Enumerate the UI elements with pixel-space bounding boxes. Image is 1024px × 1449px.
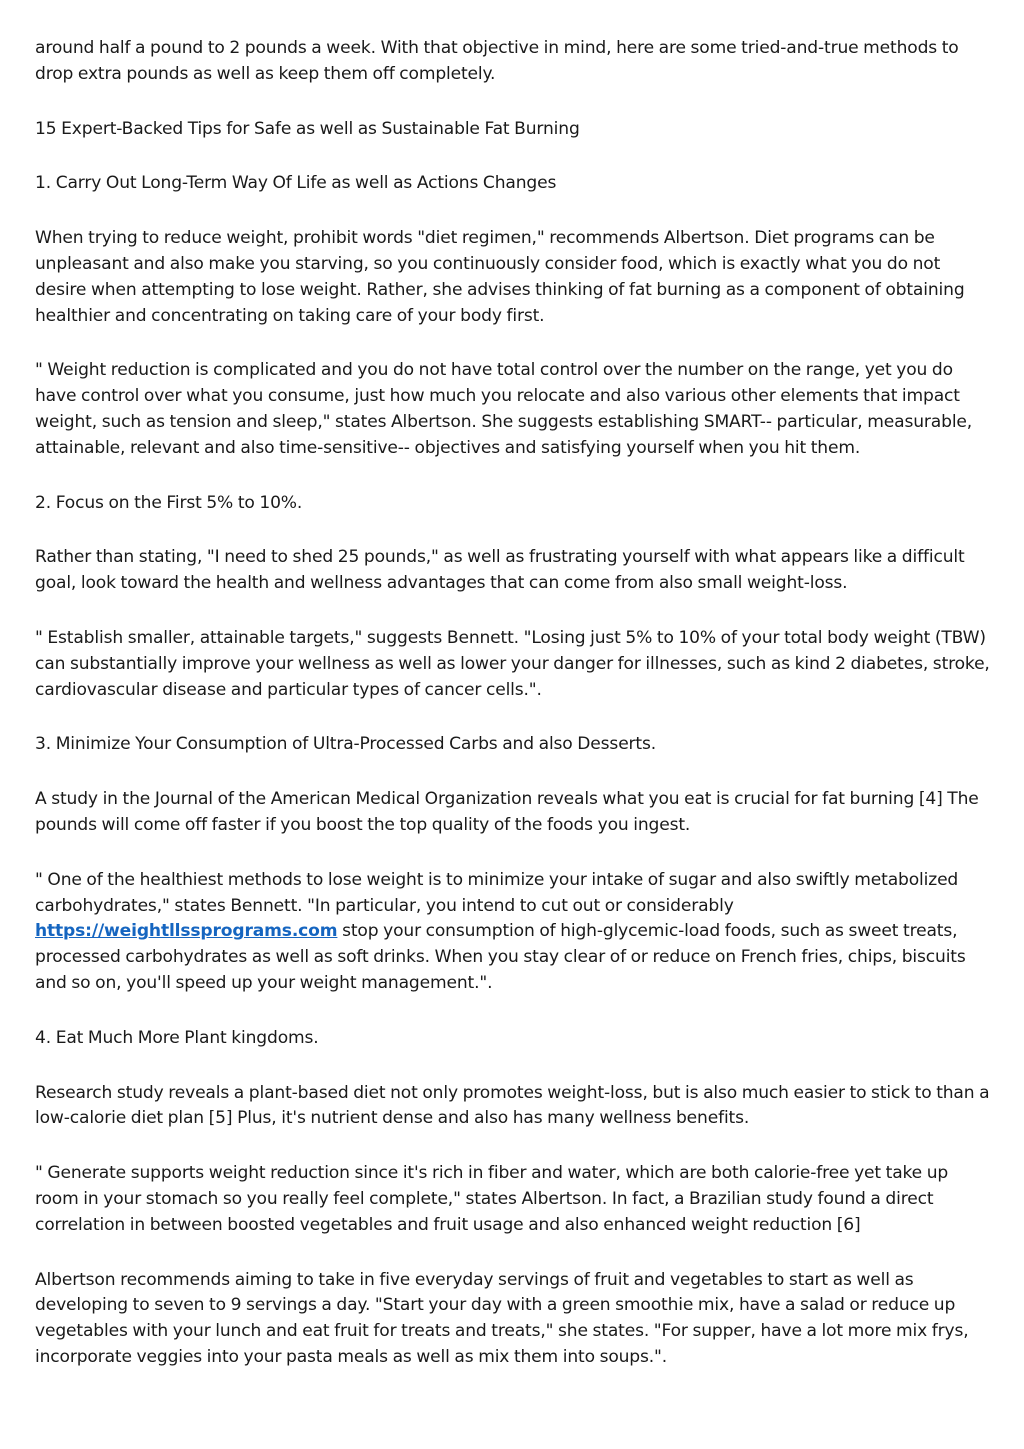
tip-4-paragraph-1: Research study reveals a plant-based diet not only promotes weight-loss, but is also much easier to stick to than a low-calorie diet plan [5] Plus, it's nutrient dense and also has many wellness benefits. xyxy=(35,1082,990,1129)
tip-2-paragraph-1: Rather than stating, "I need to shed 25 pounds," as well as frustrating yourself with what appears like a difficult goal, look toward the health and wellness advantages that can come from also small weight-loss. xyxy=(35,547,965,594)
tip-4-heading: 4. Eat Much More Plant kingdoms. xyxy=(35,1027,319,1048)
paragraph-intro-continuation: around half a pound to 2 pounds a week. With that objective in mind, here are some tried-and-true methods to drop extra pounds as well as keep them off completely. xyxy=(35,38,959,84)
weight-programs-link[interactable]: https://weightllssprograms.com xyxy=(35,921,338,942)
tip-4-paragraph-2: " Generate supports weight reduction since it's rich in fiber and water, which are both calorie-free yet take up room in your stomach so you really feel complete," states Albertson. In fact, a Brazilian study found a direct correlation in between boosted vegetables and fruit usage and also enhanced weight reduction [6] xyxy=(35,1163,949,1235)
tip-3-heading: 3. Minimize Your Consumption of Ultra-Processed Carbs and also Desserts. xyxy=(35,734,657,755)
tip-3-paragraph-2-text-after: stop your consumption of high-glycemic-load foods, such as sweet treats, processed carbohydrates as well as soft drinks. When you stay clear of or reduce on French fries, chips, biscuits and so on, you'll speed up your weight management.". xyxy=(35,921,966,993)
tip-2-heading: 2. Focus on the First 5% to 10%. xyxy=(35,492,303,513)
tip-3-paragraph-2 xyxy=(35,868,995,997)
article-heading: 15 Expert-Backed Tips for Safe as well as Sustainable Fat Burning xyxy=(35,118,580,139)
document-body xyxy=(35,36,995,1400)
tip-1-paragraph-2: " Weight reduction is complicated and you do not have total control over the number on the range, yet you do have control over what you consume, just how much you relocate and also various other elements that impact weight, such as tension and sleep," states Albertson. She suggests establishing SMART-- particular, measurable, attainable, relevant and also time-sensitive-- objectives and satisfying yourself when you hit them. xyxy=(35,360,973,458)
tip-1-heading: 1. Carry Out Long-Term Way Of Life as well as Actions Changes xyxy=(35,173,557,194)
tip-3-paragraph-2-text-before: " One of the healthiest methods to lose weight is to minimize your intake of sugar and also swiftly metabolized carbohydrates," states Bennett. "In particular, you intend to cut out or considerably xyxy=(35,869,959,916)
tip-1-paragraph-1: When trying to reduce weight, prohibit words "diet regimen," recommends Albertson. Diet programs can be unpleasant and also make you starving, so you continuously consider food, which is exactly what you do not desire when attempting to lose weight. Rather, she advises thinking of fat burning as a component of obtaining healthier and concentrating on taking care of your body first. xyxy=(35,228,965,326)
tip-4-paragraph-3: Albertson recommends aiming to take in five everyday servings of fruit and vegetables to start as well as developing to seven to 9 servings a day. "Start your day with a green smoothie mix, have a salad or reduce up vegetables with your lunch and eat fruit for treats and treats," she states. "For supper, have a lot more mix frys, incorporate veggies into your pasta meals as well as mix them into soups.". xyxy=(35,1269,969,1367)
tip-2-paragraph-2: " Establish smaller, attainable targets," suggests Bennett. "Losing just 5% to 10% of your total body weight (TBW) can substantially improve your wellness as well as lower your danger for illnesses, such as kind 2 diabetes, stroke, cardiovascular disease and particular types of cancer cells.". xyxy=(35,627,990,700)
tip-3-paragraph-1: A study in the Journal of the American Medical Organization reveals what you eat is crucial for fat burning [4] The pounds will come off faster if you boost the top quality of the foods you ingest. xyxy=(35,789,979,835)
